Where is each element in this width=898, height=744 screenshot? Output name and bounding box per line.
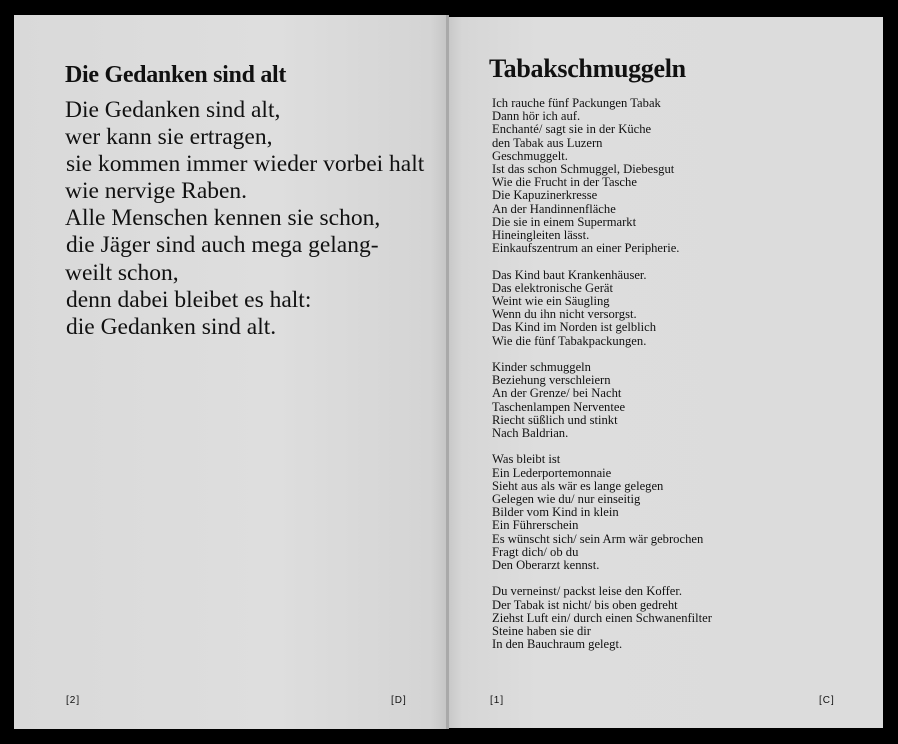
- poem-line: Du verneinst/ packst leise den Koffer.: [492, 584, 683, 599]
- poem-line: Wie die fünf Tabakpackungen.: [492, 333, 647, 348]
- poem-line: An der Grenze/ bei Nacht: [492, 386, 622, 401]
- poem-line: wer kann sie ertragen,: [65, 124, 273, 151]
- poem-line: Geschmuggelt.: [492, 148, 568, 163]
- poem-line: denn dabei bleibet es halt:: [66, 286, 312, 313]
- section-letter: [C]: [819, 695, 835, 706]
- poem-line: Das Kind baut Krankenhäuser.: [492, 267, 647, 282]
- poem-stanza: [492, 361, 712, 440]
- poem-line: Dann hör ich auf.: [492, 109, 581, 124]
- poem-line: sie kommen immer wieder vorbei halt: [66, 151, 425, 178]
- poem-line: An der Handinnenfläche: [492, 201, 616, 216]
- poem-line: Sieht aus als wär es lange gelegen: [492, 478, 664, 493]
- poem-line: Ich rauche fünf Packungen Tabak: [492, 96, 661, 110]
- poem-line: Nach Baldrian.: [492, 426, 569, 441]
- poem-line: Beziehung verschleiern: [492, 373, 611, 388]
- poem-line: den Tabak aus Luzern: [492, 135, 603, 150]
- poem-line: Was bleibt ist: [492, 452, 561, 467]
- poem-stanza: [492, 97, 712, 255]
- poem-line: Einkaufszentrum an einer Peripherie.: [492, 241, 680, 256]
- poem-line: die Jäger sind auch mega gelang-: [66, 232, 379, 259]
- poem-line: Die Gedanken sind alt,: [65, 97, 281, 123]
- poem-line: In den Bauchraum gelegt.: [492, 637, 623, 652]
- poem-line: Der Tabak ist nicht/ bis oben gedreht: [492, 597, 678, 612]
- poem-line: Taschenlampen Nerventee: [492, 399, 626, 414]
- poem-stanza: [492, 269, 712, 348]
- left-page-title: Die Gedanken sind alt: [65, 62, 287, 88]
- left-page: [14, 15, 448, 729]
- right-page-title: Tabakschmuggeln: [489, 54, 686, 83]
- poem-line: Weint wie ein Säugling: [492, 294, 610, 309]
- poem-line: Ein Führerschein: [492, 518, 579, 533]
- page-number: [1]: [490, 695, 505, 706]
- poem-line: Enchanté/ sagt sie in der Küche: [492, 122, 652, 137]
- poem-line: Riecht süßlich und stinkt: [492, 412, 618, 427]
- section-letter: [D]: [391, 695, 407, 706]
- poem-line: Die sie in einem Supermarkt: [492, 214, 637, 229]
- left-poem: [65, 97, 424, 341]
- poem-line: Gelegen wie du/ nur einseitig: [492, 492, 641, 507]
- poem-line: die Gedanken sind alt.: [66, 313, 277, 340]
- poem-line: Ein Lederportemonnaie: [492, 465, 612, 480]
- poem-line: Die Kapuzinerkresse: [492, 188, 598, 203]
- poem-line: Kinder schmuggeln: [492, 360, 591, 375]
- poem-stanza: [492, 585, 712, 651]
- poem-line: Es wünscht sich/ sein Arm wär gebrochen: [492, 531, 704, 546]
- poem-line: Steine haben sie dir: [492, 624, 591, 639]
- poem-line: Hineingleiten lässt.: [492, 228, 590, 243]
- right-poem: [492, 97, 712, 665]
- poem-stanza: [492, 453, 712, 572]
- poem-line: wie nervige Raben.: [65, 178, 248, 205]
- poem-line: weilt schon,: [65, 259, 179, 286]
- poem-line: Wie die Frucht in der Tasche: [492, 175, 637, 190]
- right-page: [449, 17, 883, 728]
- poem-line: Den Oberarzt kennst.: [492, 558, 600, 573]
- poem-line: Das Kind im Norden ist gelblich: [492, 320, 657, 335]
- poem-line: Alle Menschen kennen sie schon,: [65, 205, 381, 232]
- poem-line: Ist das schon Schmuggel, Diebesgut: [492, 162, 675, 177]
- poem-line: Ziehst Luft ein/ durch einen Schwanenfilter: [492, 610, 712, 625]
- poem-line: Bilder vom Kind in klein: [492, 505, 619, 520]
- page-number: [2]: [66, 695, 81, 706]
- poem-line: Das elektronische Gerät: [492, 280, 613, 295]
- poem-line: Fragt dich/ ob du: [492, 544, 579, 559]
- poem-line: Wenn du ihn nicht versorgst.: [492, 307, 637, 322]
